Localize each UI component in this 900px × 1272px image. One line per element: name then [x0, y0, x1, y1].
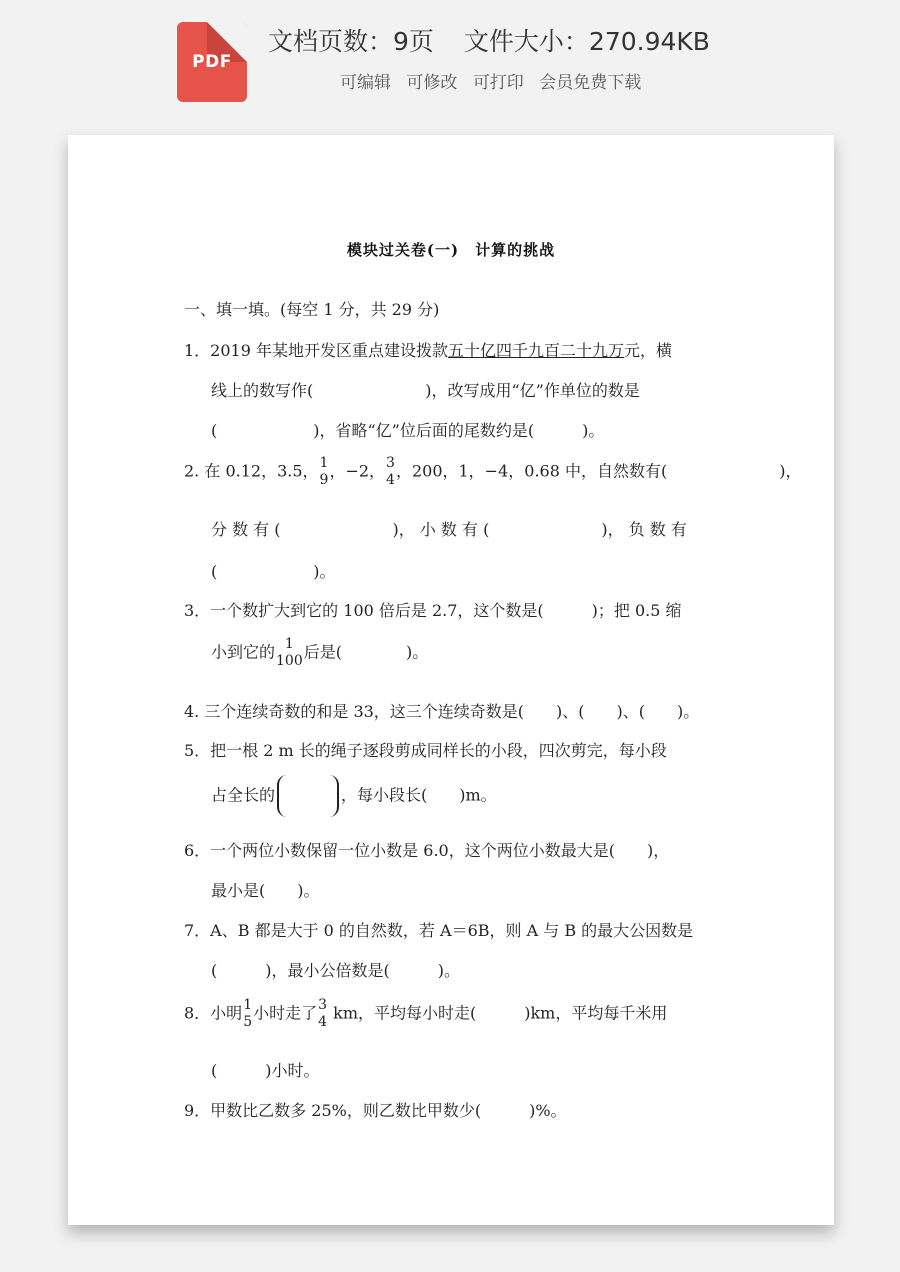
q5-text-b: ，每小段长( )m。: [341, 785, 497, 805]
question-5-line-2: [211, 775, 497, 817]
question-7-line-1: 7．A、B 都是大于 0 的自然数，若 A＝6B，则 A 与 B 的最大公因数是: [184, 921, 694, 940]
question-8-line-2: ( )小时。: [211, 1061, 320, 1080]
feature-modifiable: 可修改: [406, 73, 458, 93]
q2-text-b: ，−2，: [329, 461, 386, 481]
question-3-line-2: [211, 636, 428, 670]
section-heading: 一、填一填。(每空 1 分，共 29 分): [184, 300, 440, 319]
question-3-line-1: 3．一个数扩大到它的 100 倍后是 2.7，这个数是( )；把 0.5 缩: [184, 601, 682, 620]
question-4: 4. 三个连续奇数的和是 33，这三个连续奇数是( )、( )、( )。: [184, 702, 700, 721]
q8-text-a: 8．小明: [184, 1003, 243, 1023]
question-2-line-1: [184, 455, 801, 489]
fraction-1-5: [243, 997, 252, 1031]
file-size: 文件大小：270.94KB: [463, 27, 710, 56]
fraction-numerator: 3: [318, 997, 328, 1013]
pdf-icon-label: PDF: [192, 52, 232, 72]
fraction-numerator: 1: [319, 455, 329, 471]
q1-text: 1．2019 年某地开发区重点建设拨款: [184, 341, 448, 360]
q5-text-a: 占全长的: [211, 785, 276, 805]
question-1-line-3: ( )，省略“亿”位后面的尾数约是( )。: [211, 421, 605, 440]
question-8-line-1: [184, 997, 667, 1031]
question-2-line-2: 分 数 有 ( )， 小 数 有 ( )， 负 数 有: [211, 520, 687, 539]
file-meta: [268, 22, 740, 58]
question-9: 9．甲数比乙数多 25%，则乙数比甲数少( )%。: [184, 1101, 567, 1120]
file-info-banner: [0, 0, 900, 120]
fraction-numerator: 1: [243, 997, 253, 1013]
fraction-3-4: [386, 455, 395, 489]
question-1-line-1: [184, 338, 672, 361]
question-2-line-3: ( )。: [211, 562, 336, 581]
fraction-numerator: 3: [386, 455, 395, 471]
question-7-line-2: ( )，最小公倍数是( )。: [211, 961, 460, 980]
document-title: 模块过关卷(一) 计算的挑战: [346, 241, 556, 259]
q2-text-a: 2. 在 0.12，3.5，: [184, 461, 319, 481]
fraction-denominator: 4: [386, 472, 395, 488]
fraction-1-9: [320, 455, 329, 489]
feature-editable: 可编辑: [340, 73, 391, 93]
q3-text-a: 小到它的: [211, 642, 276, 662]
fraction-denominator: 4: [318, 1014, 328, 1030]
question-1-line-2: 线上的数写作( )，改写成用“亿”作单位的数是: [211, 381, 640, 400]
document-page: [68, 135, 834, 1225]
fraction-3-4: [318, 997, 327, 1031]
q8-text-c: km，平均每小时走( )km，平均每千米用: [328, 1003, 668, 1023]
question-6-line-2: 最小是( )。: [211, 881, 320, 900]
fraction-numerator: 1: [284, 636, 294, 652]
pdf-file-icon: [177, 22, 247, 102]
page-count: 文档页数：9页: [268, 27, 434, 56]
fraction-denominator: 5: [243, 1014, 253, 1030]
q3-text-b: 后是( )。: [303, 642, 429, 662]
fraction-denominator: 100: [276, 653, 303, 669]
q1-text-end: 元，横: [624, 341, 673, 360]
q1-underlined-number: 五十亿四千九百二十九万: [448, 341, 625, 360]
q2-text-c: ，200，1，−4，0.68 中，自然数有( )，: [395, 461, 802, 481]
feature-printable: 可打印: [472, 73, 524, 93]
fraction-answer-box: [277, 775, 339, 817]
fraction-1-100: [276, 636, 303, 670]
question-5-line-1: 5．把一根 2 m 长的绳子逐段剪成同样长的小段，四次剪完，每小段: [184, 741, 667, 760]
fraction-denominator: 9: [319, 472, 329, 488]
feature-free-download: 会员免费下载: [539, 73, 642, 93]
q8-text-b: 小时走了: [253, 1003, 318, 1023]
question-6-line-1: 6．一个两位小数保留一位小数是 6.0，这个两位小数最大是( )，: [184, 841, 670, 860]
feature-list: [340, 68, 651, 93]
